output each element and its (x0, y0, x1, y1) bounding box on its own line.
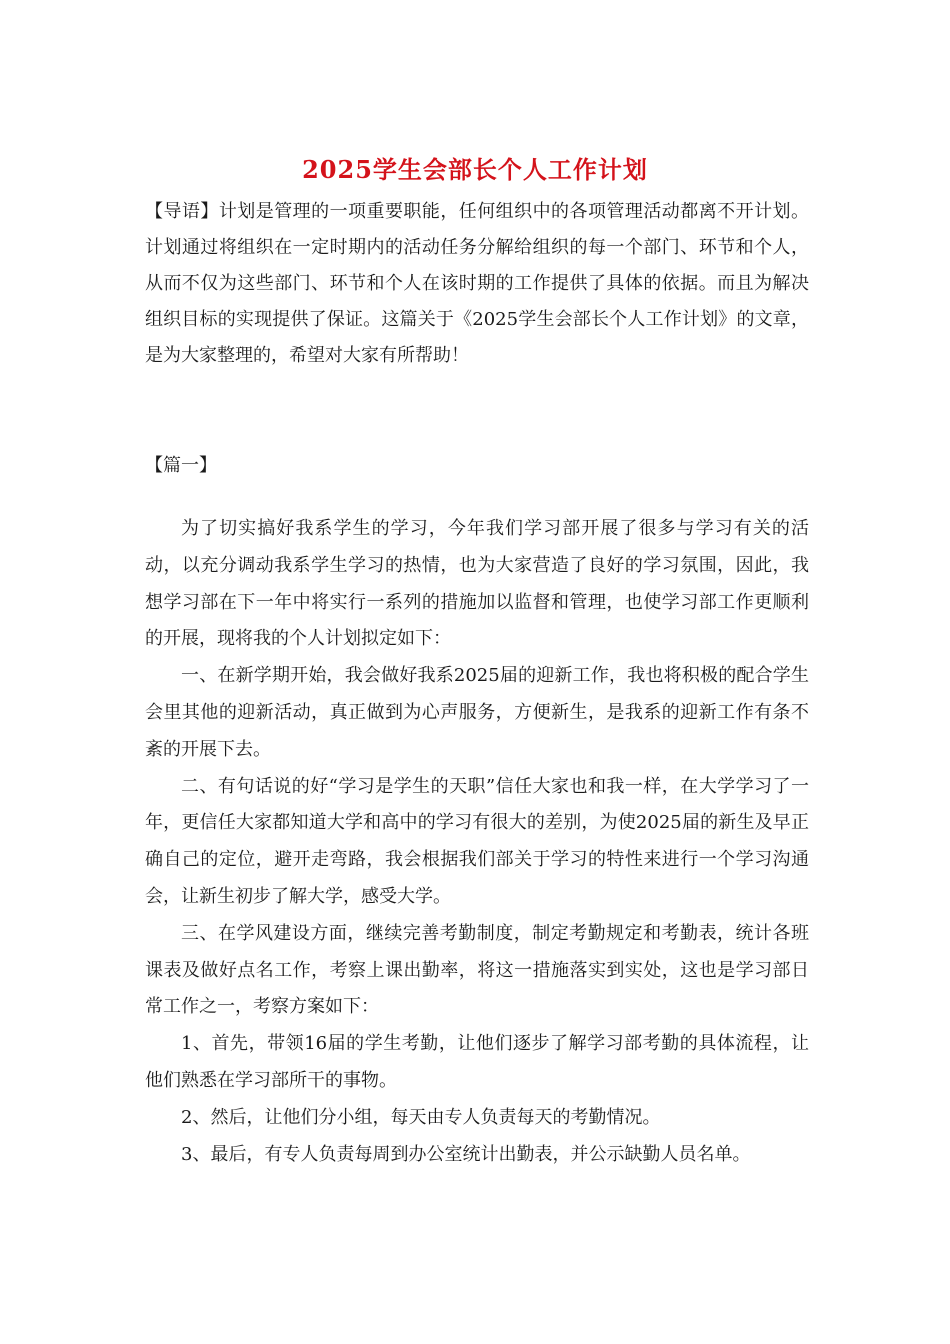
body-paragraph: 一、在新学期开始，我会做好我系2025届的迎新工作，我也将积极的配合学生会里其他的迎新活动，真正做到为心声服务，方便新生，是我系的迎新工作有条不紊的开展下去。 (145, 665, 809, 760)
document-body (145, 511, 809, 1173)
document-title: 2025学生会部长个人工作计划 (302, 155, 648, 184)
section-label: 【篇一】 (145, 455, 217, 476)
intro-paragraph: 【导语】计划是管理的一项重要职能，任何组织中的各项管理活动都离不开计划。计划通过将组织在一定时期内的活动任务分解给组织的每一个部门、环节和个人，从而不仅为这些部门、环节和个人在该时期的工作提供了具体的依据。而且为解决组织目标的实现提供了保证。这篇关于《2025学生会部长个人工作计划》的文章，是为大家整理的，希望对大家有所帮助！ (145, 201, 809, 366)
body-paragraph: 三、在学风建设方面，继续完善考勤制度，制定考勤规定和考勤表，统计各班课表及做好点名工作，考察上课出勤率，将这一措施落实到实处，这也是学习部日常工作之一，考察方案如下： (145, 922, 809, 1018)
list-item: 1、首先，带领16届的学生考勤，让他们逐步了解学习部考勤的具体流程，让他们熟悉在学习部所干的事物。 (145, 1033, 809, 1091)
body-paragraph: 二、有句话说的好“学习是学生的天职”信任大家也和我一样，在大学学习了一年，更信任大家都知道大学和高中的学习有很大的差别，为使2025届的新生及早正确自己的定位，避开走弯路，我会根据我们部关于学习的特性来进行一个学习沟通会，让新生初步了解大学，感受大学。 (145, 775, 809, 907)
list-item: 3、最后，有专人负责每周到办公室统计出勤表，并公示缺勤人员名单。 (181, 1143, 751, 1165)
body-paragraph: 为了切实搞好我系学生的学习，今年我们学习部开展了很多与学习有关的活动，以充分调动我系学生学习的热情，也为大家营造了良好的学习氛围，因此，我想学习部在下一年中将实行一系列的措施加以监督和管理，也使学习部工作更顺利的开展，现将我的个人计划拟定如下： (145, 518, 809, 650)
list-item: 2、然后，让他们分小组，每天由专人负责每天的考勤情况。 (181, 1106, 661, 1128)
